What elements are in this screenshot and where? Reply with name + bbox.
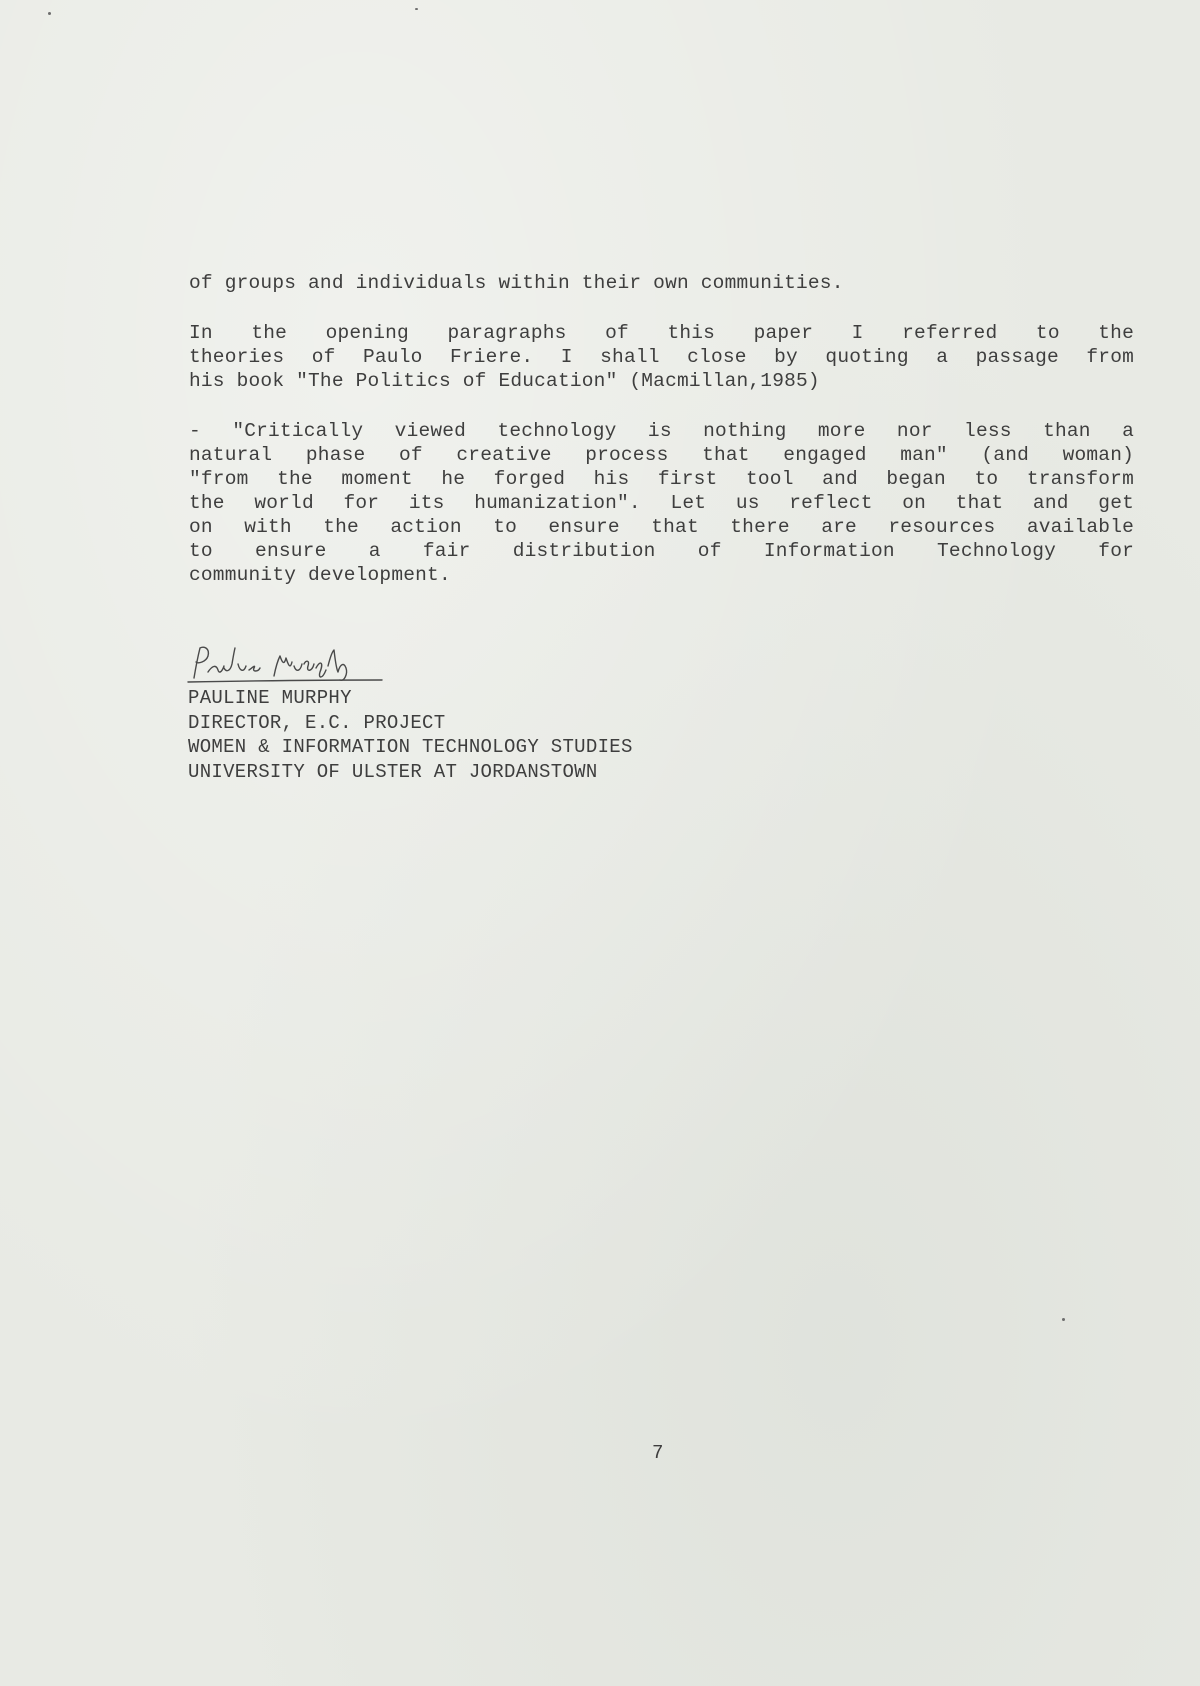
- scan-speck: [48, 12, 51, 15]
- paragraph-line: In the opening paragraphs of this paper I referred to the: [189, 322, 1134, 344]
- paragraph-line: his book "The Politics of Education" (Macmillan,1985): [189, 370, 820, 392]
- paragraph-quotation: [189, 419, 1134, 587]
- paragraph-line: community development.: [189, 564, 451, 586]
- paragraph-line: "from the moment he forged his first tool and began to transform: [189, 468, 1134, 490]
- paragraph-line: on with the action to ensure that there are resources available: [189, 516, 1134, 538]
- signatory-title: DIRECTOR, E.C. PROJECT: [188, 711, 446, 734]
- signatory-department: WOMEN & INFORMATION TECHNOLOGY STUDIES: [188, 736, 633, 758]
- signatory-institution: UNIVERSITY OF ULSTER AT JORDANSTOWN: [188, 760, 598, 783]
- paragraph-line: the world for its humanization". Let us reflect on that and get: [189, 492, 1134, 514]
- paragraph-line: natural phase of creative process that engaged man" (and woman): [189, 444, 1134, 466]
- paragraph-line: to ensure a fair distribution of Information Technology for: [189, 540, 1134, 562]
- paragraph-friere-intro: [189, 321, 1134, 393]
- paragraph-line: of groups and individuals within their own communities.: [189, 272, 844, 294]
- page-number: 7: [652, 1442, 664, 1464]
- paragraph-continuation: [189, 271, 1134, 295]
- signature-block: [188, 686, 633, 784]
- scan-speck: [1062, 1318, 1065, 1321]
- paragraph-line: theories of Paulo Friere. I shall close by quoting a passage from: [189, 346, 1134, 368]
- paragraph-line: - "Critically viewed technology is nothing more nor less than a: [189, 420, 1134, 442]
- handwritten-signature: [186, 642, 386, 684]
- signatory-name: PAULINE MURPHY: [188, 687, 352, 709]
- scan-speck: [415, 8, 418, 10]
